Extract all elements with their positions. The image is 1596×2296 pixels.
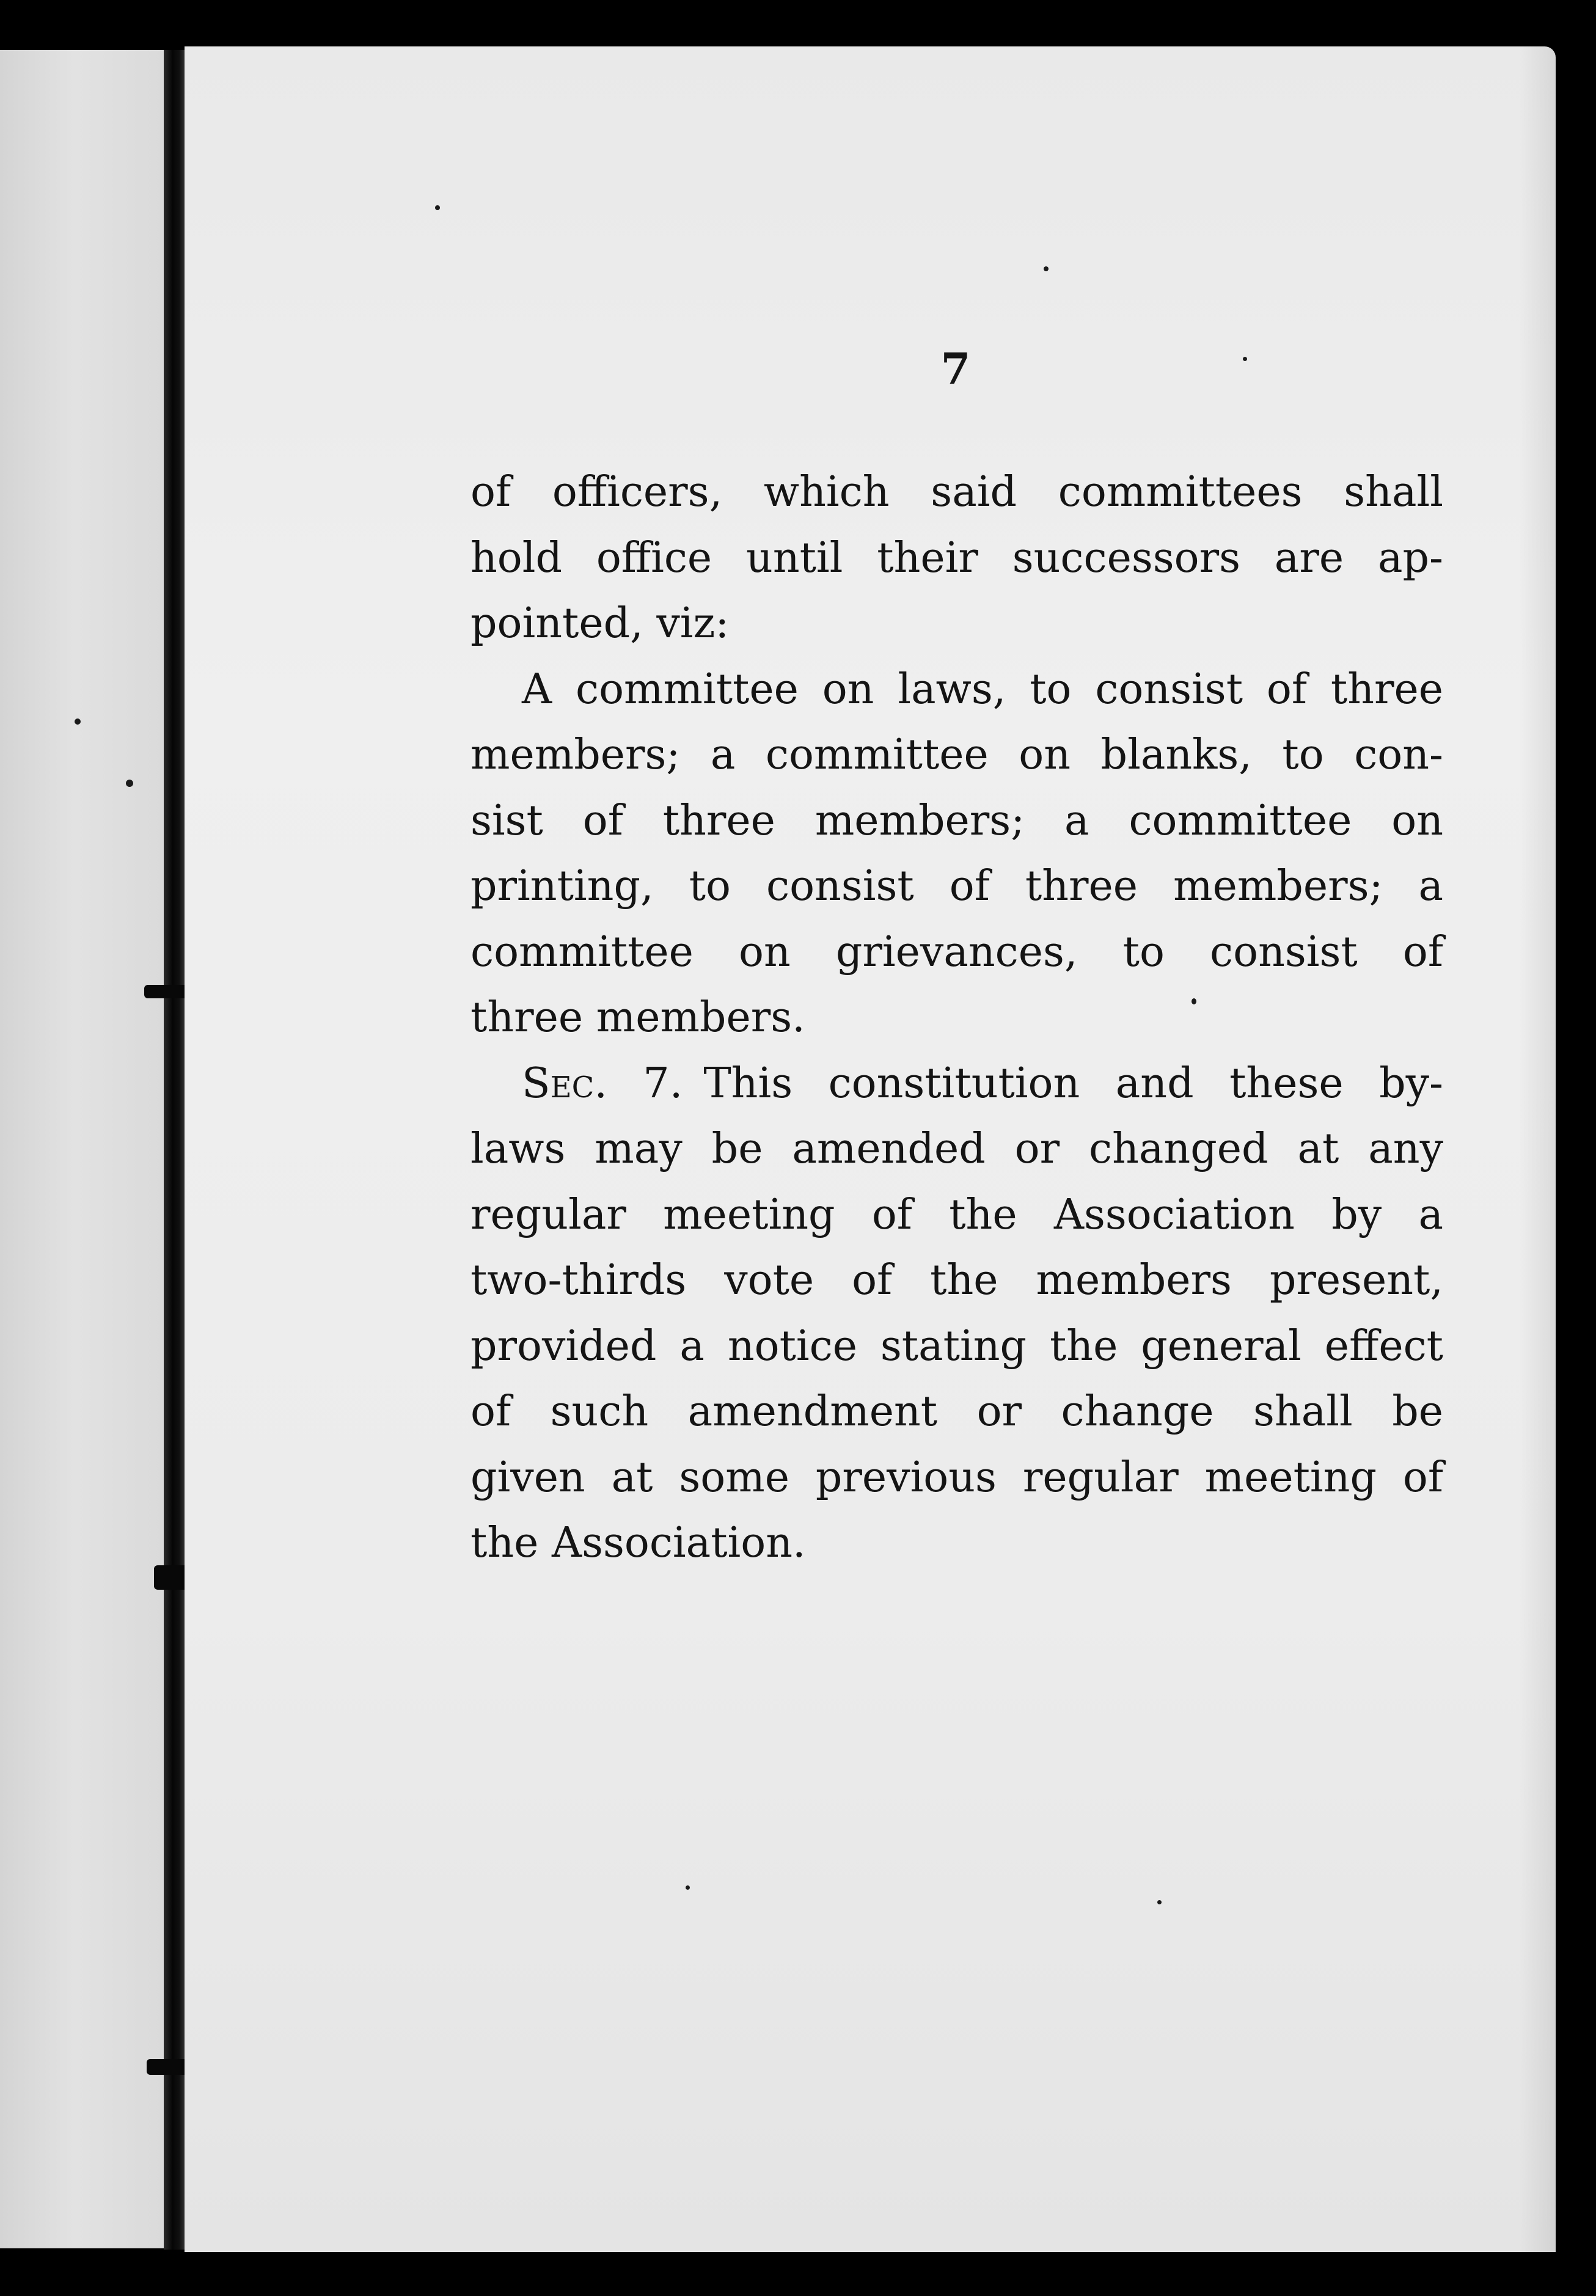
text-line: three members. [470,993,805,1042]
text-line: printing, to consist of three members; a [470,862,1443,910]
paper-speck [686,1885,690,1890]
text-line: pointed, viz: [470,599,730,648]
text-line: given at some previous regular meeting of [470,1453,1443,1502]
section-label: Sec. 7. [522,1059,683,1108]
paper-speck [75,718,81,725]
paper-speck [435,205,440,210]
page-number: 7 [940,343,971,394]
text-line: committee on grievances, to consist of [470,927,1443,976]
section-first-line [470,1051,1443,1117]
text-line: of such amendment or change shall be [470,1387,1443,1436]
paper-speck [126,780,133,787]
text-line: This constitution and these by- [703,1059,1443,1108]
text-line: A committee on laws, to consist of three [522,665,1443,714]
text-line: the Association. [470,1519,806,1567]
text-line: members; a committee on blanks, to con- [470,731,1443,779]
text-line: laws may be amended or changed at any [470,1125,1443,1173]
text-line: regular meeting of the Association by a [470,1190,1443,1239]
body-text [470,459,1443,1576]
text-line: two-thirds vote of the members present, [470,1256,1443,1304]
text-line: hold office until their successors are ap- [470,533,1443,582]
text-line: of officers, which said committees shall [470,468,1443,516]
paper-speck [1044,266,1049,271]
text-line: sist of three members; a committee on [470,796,1443,845]
paper-speck [1157,1900,1162,1904]
text-line: provided a notice stating the general effect [470,1322,1443,1370]
